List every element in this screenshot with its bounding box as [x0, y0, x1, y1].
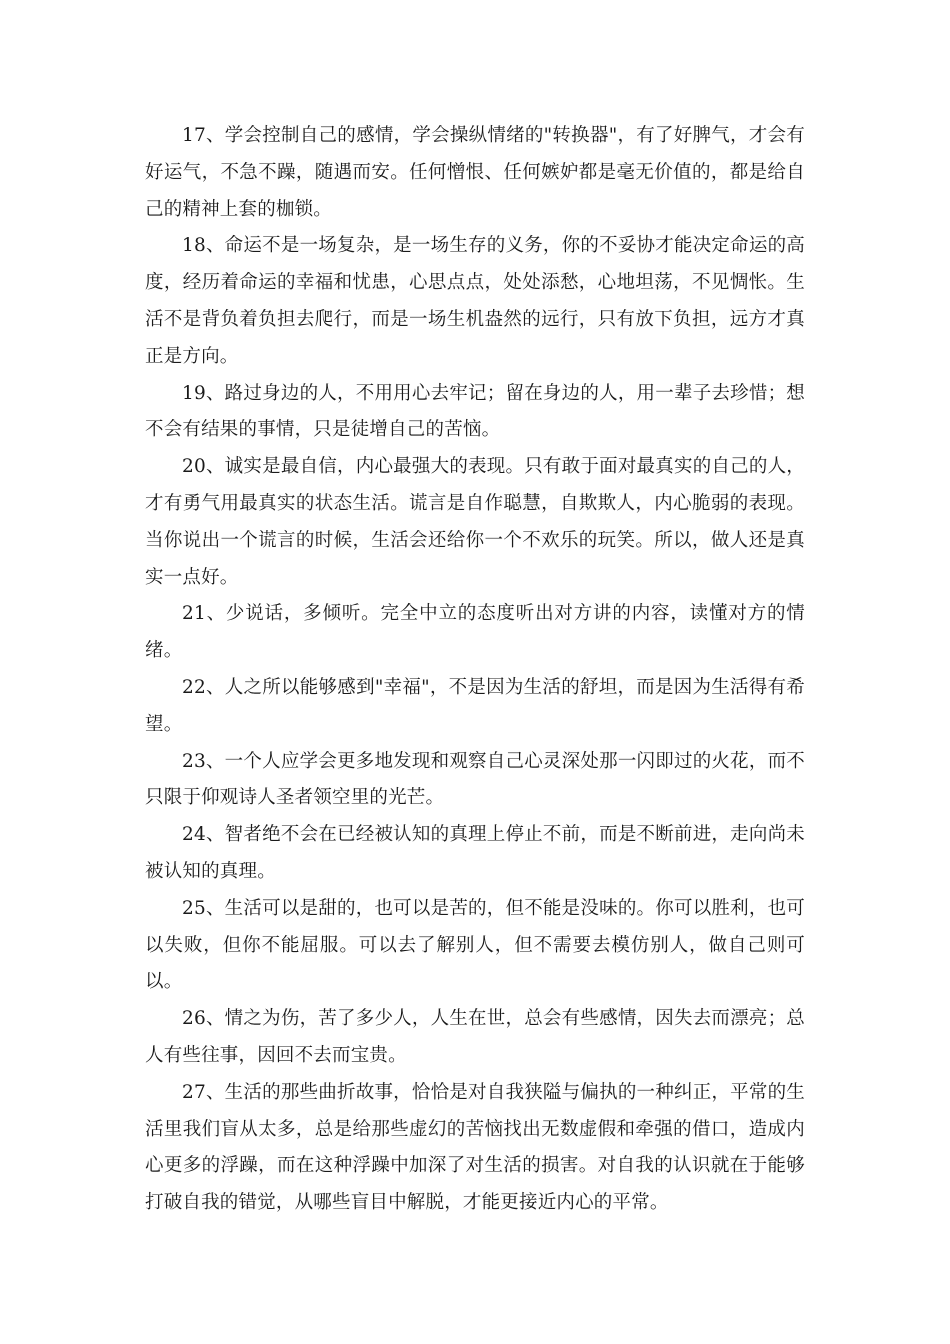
paragraph-26: 26、情之为伤，苦了多少人，人生在世，总会有些感情，因失去而漂亮；总人有些往事，因回不去而宝贵。	[145, 1008, 805, 1066]
paragraph-19: 19、路过身边的人，不用用心去牢记；留在身边的人，用一辈子去珍惜；想不会有结果的事情，只是徒增自己的苦恼。	[145, 382, 805, 441]
document-body	[145, 118, 805, 1222]
paragraph-18: 18、命运不是一场复杂，是一场生存的义务，你的不妥协才能决定命运的高度，经历着命运的幸福和忧患，心思点点，处处添愁，心地坦荡，不见惆怅。生活不是背负着负担去爬行，而是一场生机盎然的远行，只有放下负担，远方才真正是方向。	[145, 235, 805, 367]
paragraph-22: 22、人之所以能够感到"幸福"，不是因为生活的舒坦，而是因为生活得有希望。	[145, 676, 805, 735]
paragraph-23: 23、一个人应学会更多地发现和观察自己心灵深处那一闪即过的火花，而不只限于仰观诗人圣者领空里的光芒。	[145, 750, 805, 809]
paragraph-20: 20、诚实是最自信，内心最强大的表现。只有敢于面对最真实的自己的人，才有勇气用最真实的状态生活。谎言是自作聪慧，自欺欺人，内心脆弱的表现。当你说出一个谎言的时候，生活会还给你一个不欢乐的玩笑。所以，做人还是真实一点好。	[145, 456, 805, 588]
paragraph-24: 24、智者绝不会在已经被认知的真理上停止不前，而是不断前进，走向尚未被认知的真理。	[145, 824, 805, 882]
paragraph-21: 21、少说话，多倾听。完全中立的态度听出对方讲的内容，读懂对方的情绪。	[145, 603, 805, 662]
paragraph-17: 17、学会控制自己的感情，学会操纵情绪的"转换器"，有了好脾气，才会有好运气，不急不躁，随遇而安。任何憎恨、任何嫉妒都是毫无价值的，都是给自己的精神上套的枷锁。	[145, 125, 805, 220]
paragraph-27: 27、生活的那些曲折故事，恰恰是对自我狭隘与偏执的一种纠正，平常的生活里我们盲从太多，总是给那些虚幻的苦恼找出无数虚假和牵强的借口，造成内心更多的浮躁，而在这种浮躁中加深了对生活的损害。对自我的认识就在于能够打破自我的错觉，从哪些盲目中解脱，才能更接近内心的平常。	[145, 1081, 805, 1214]
paragraph-25: 25、生活可以是甜的，也可以是苦的，但不能是没味的。你可以胜利，也可以失败，但你不能屈服。可以去了解别人，但不需要去模仿别人，做自己则可以。	[145, 897, 805, 993]
